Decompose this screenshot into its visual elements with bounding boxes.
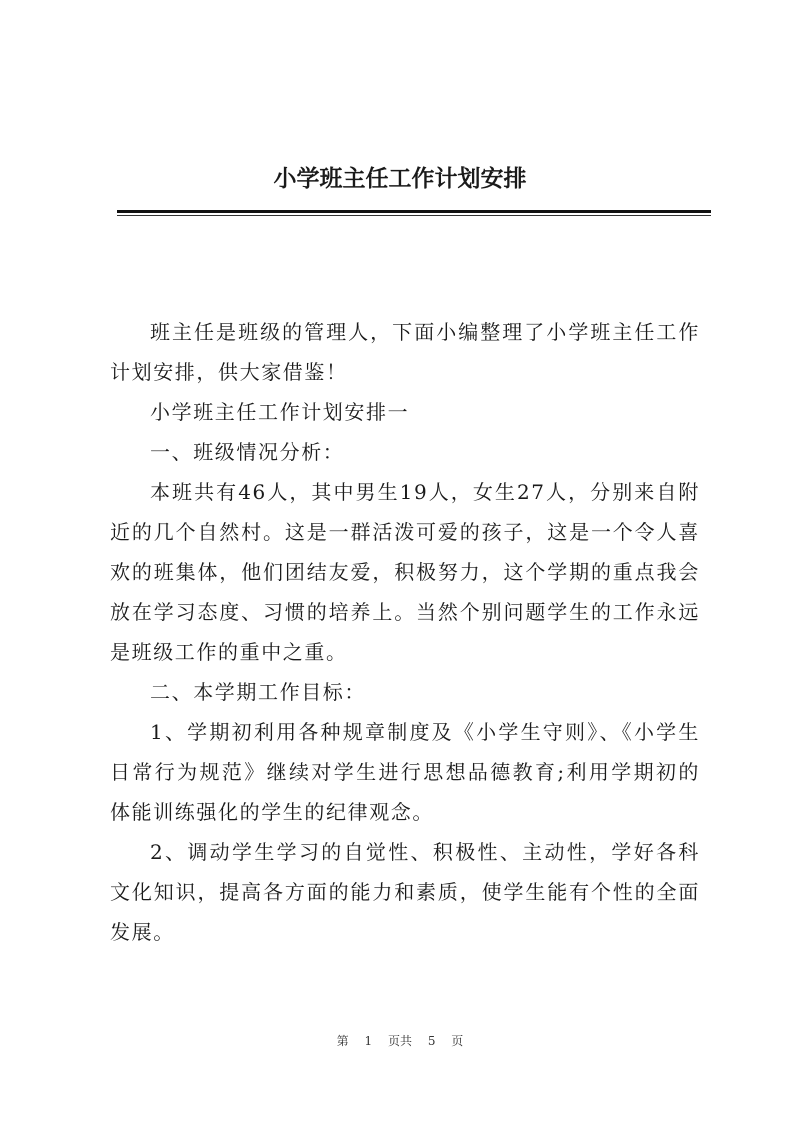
page-footer (0, 1032, 800, 1049)
paragraph-goal-two: 2、调动学生学习的自觉性、积极性、主动性，学好各科文化知识，提高各方面的能力和素质，使学生能有个性的全面发展。 (110, 840, 700, 944)
title-underline-thin (117, 215, 711, 216)
footer-total-pages: 5 (427, 1034, 436, 1048)
footer-page-prefix: 第 (336, 1034, 349, 1048)
paragraph-goal-one: 1、学期初利用各种规章制度及《小学生守则》、《小学生日常行为规范》继续对学生进行思想品德教育;利用学期初的体能训练强化的学生的纪律观念。 (110, 720, 700, 824)
paragraph-intro: 班主任是班级的管理人，下面小编整理了小学班主任工作计划安排，供大家借鉴！ (110, 320, 700, 384)
footer-current-page: 1 (364, 1034, 373, 1048)
paragraph-plan-heading: 小学班主任工作计划安排一 (150, 400, 410, 424)
footer-page-suffix: 页 (451, 1034, 464, 1048)
page-title: 小学班主任工作计划安排 (273, 165, 527, 192)
paragraph-class-analysis: 本班共有46人，其中男生19人，女生27人，分别来自附近的几个自然村。这是一群活泼可爱的孩子，这是一个令人喜欢的班集体，他们团结友爱，积极努力，这个学期的重点我会放在学习态度、习惯的培养上。当然个别问题学生的工作永远是班级工作的重中之重。 (110, 480, 700, 664)
document-body (110, 312, 700, 952)
title-underline (117, 210, 711, 213)
paragraph-section-one-heading: 一、班级情况分析： (150, 440, 345, 464)
footer-page-mid: 页共 (387, 1034, 412, 1048)
paragraph-section-two-heading: 二、本学期工作目标： (150, 680, 366, 704)
